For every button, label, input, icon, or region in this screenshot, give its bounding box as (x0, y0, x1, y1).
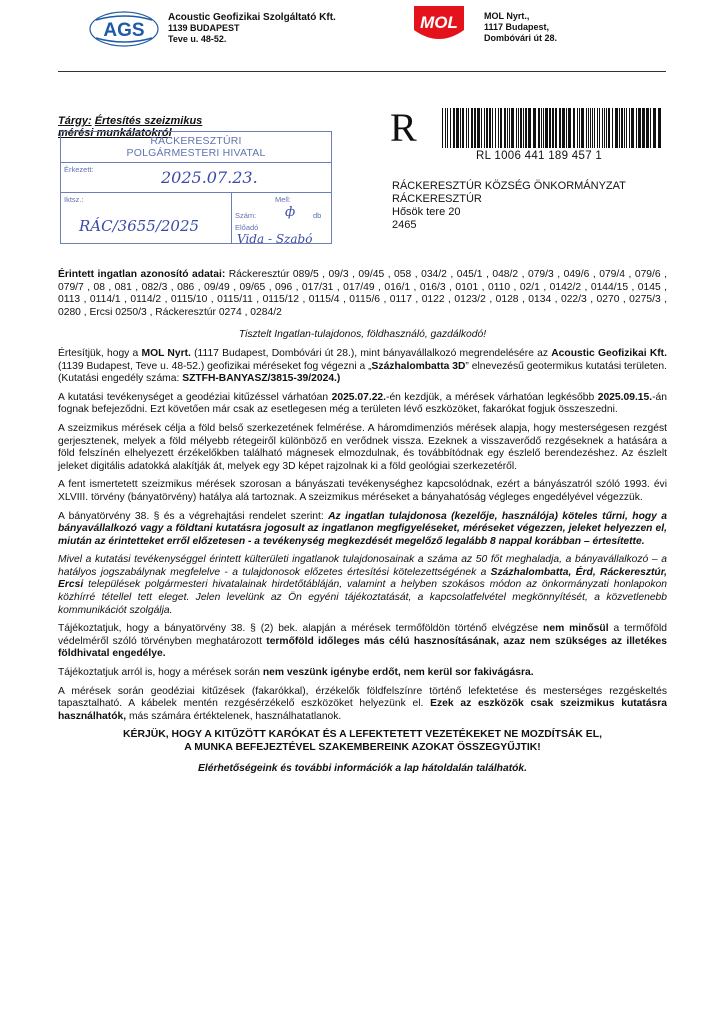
stamp-officer-name: Vida - Szabó (237, 232, 313, 246)
received-stamp (60, 131, 332, 244)
recipient-line4: 2465 (392, 219, 417, 231)
recipient-address (392, 180, 626, 232)
ags-logo-text: AGS (103, 20, 145, 41)
registered-number: RL 1006 441 189 457 1 (476, 150, 603, 162)
mol-street: Dombóvári út 28. (484, 33, 558, 43)
ags-name: Acoustic Geofizikai Szolgáltató Kft. (168, 12, 336, 23)
recipient-line1: RÁCKERESZTÚR KÖZSÉG ÖNKORMÁNYZAT (392, 180, 626, 192)
paragraph-purpose: A szeizmikus mérések célja a föld belső szerkezetének felmérése. A háromdimenziós mérések alapja, hogy mesterségesen rezgést gerjesztenek, melyek a föld mélyebb rétegeiről különböző en verődnek vissza. Ezeknek a visszaverődő rezgéseknek a hatására a föld felszínén elhelyezett érzékelőkben található mágnesek elmozdulnak, és továbbítódnak egy észlelő berendezéshez. Az észlelt jeleket digitális adatokká alakítják át, melyek egy 3D képet rajzolnak ki a föld geológiai szerkezetéről. (58, 422, 667, 472)
subject-label: Tárgy: (58, 115, 92, 127)
paragraph-devices: A mérések során geodéziai kitűzések (fakarókkal), érzékelők földfelszínre történő lefektetése és mesterséges rezgéskeltés tapasztalható. A kábelek mentén rezgésérzékelő eszközöket helyezünk el. Ezek az eszközök csak szeizmikus kutatásra használhatók, más számára értéktelenek, használhatatlanok. (58, 685, 668, 722)
stamp-count-label: Szám: (235, 211, 257, 220)
stamp-received-date: 2025.07.23. (161, 168, 258, 187)
ags-company-block (168, 12, 336, 45)
mol-company-block (484, 11, 557, 44)
stamp-file-number: RÁC/3655/2025 (79, 217, 200, 235)
letter-body (58, 269, 667, 775)
paragraph-obligation: A bányatörvény 38. § és a végrehajtási rendelet szerint: Az ingatlan tulajdonosa (kezelője, használója) köteles tűrni, hogy a bányavállalkozó vagy a földtani kutatásra jogosult az ingatlanon megfigyeléseket, méréseket végezzen, jeleket helyezzen el, miután az érintetteket erről előzetesen - a tevékenység megkezdését megelőző legalább 8 nappal korábban – értesítette. (58, 510, 667, 547)
paragraph-land: Tájékoztatjuk, hogy a bányatörvény 38. § (2) bek. alapján a mérések termőföldön történő elvégzése nem minősül a termőföld védelméről szóló törvényben meghatározott termőföld időleges más célú hasznosításának, azaz nem szükséges az illetékes földhivatal engedélye. (58, 623, 667, 660)
barcode (442, 108, 664, 148)
greeting: Tisztelt Ingatlan-tulajdonos, földhasználó, gazdálkodó! (238, 329, 487, 341)
paragraph-forest: Tájékoztatjuk arról is, hogy a mérések során nem veszünk igénybe erdőt, nem kerül sor fakivágásra. (58, 667, 534, 679)
stamp-count-mark: ф (285, 205, 296, 220)
ags-city: 1139 BUDAPEST (168, 23, 240, 33)
stamp-attach-label: Mell: (275, 195, 291, 204)
paragraph-notice: Mivel a kutatási tevékenységgel érintett külterületi ingatlanok tulajdonosainak a száma az 50 főt meghaladja, a bányavállalkozó – a hatályos jogszabálynak megfelelve - a tulajdonosok előzetes értesítési kötelezettségének a Százhalombatta, Érd, Ráckeresztúr, Ercsi települések polgármesteri hivatalainak hirdetőtábláján, valamint a helyben szokásos módon az önkormányzati honlapokon közhírré tétellel tett eleget. Jelen levelünk az Ön egyéni tájékoztatását, a kapcsolatfelvétel megkönnyítését, a közvetlenebb kommunikációt szolgálja. (58, 554, 667, 616)
paragraph-schedule: A kutatási tevékenységet a geodéziai kitűzéssel várhatóan 2025.07.22.-én kezdjük, a mérések várhatóan legkésőbb 2025.09.15.-án fognak befejeződni. Ezt követően már csak az esetlegesen még a területen lévő eszközöket, fakarókat fogjuk összeszedni. (58, 391, 668, 416)
mol-logo-text: MOL (420, 13, 458, 32)
request-line1: KÉRJÜK, HOGY A KITŰZÖTT KARÓKAT ÉS A LEFEKTETETT VEZETÉKEKET NE MOZDÍTSÁK EL, (123, 729, 602, 741)
stamp-count-value: db (313, 211, 322, 220)
mol-logo (410, 4, 468, 44)
mol-city: 1117 Budapest, (484, 22, 550, 32)
footer-note: Elérhetőségeink és további információk a lap hátoldalán találhatók. (197, 762, 528, 774)
header-divider (58, 71, 666, 72)
paragraph-law: A fent ismertetett szeizmikus mérések szorosan a bányászati tevékenységhez kapcsolódnak, ezért a bányászatról szóló 1993. évi XLVIII. törvény (bányatörvény) hatálya alá tartoznak. A szeizmikus méréseket a bányahatóság végleges engedélyével végezzük. (58, 479, 667, 503)
subject-line1: Értesítés szeizmikus (94, 115, 203, 127)
ags-logo (88, 10, 160, 48)
stamp-officer-label: Előadó (235, 223, 259, 232)
paragraph-intro: Értesítjük, hogy a MOL Nyrt. (1117 Budapest, Dombóvári út 28.), mint bányavállalkozó megrendelésére az Acoustic Geofizikai Kft. (1139 Budapest, Teve u. 48-52.) geofizikai méréseket fog végezni a „Százhalombatta 3D” elnevezésű geotermikus kutatási területen. (Kutatási engedély száma: SZTFH-BANYASZ/3815-39/2024.) (58, 347, 667, 385)
stamp-received-label: Érkezett: (64, 165, 94, 174)
recipient-line2: RÁCKERESZTÚR (392, 193, 482, 205)
subject-line2: mérési munkálatokról (58, 127, 172, 139)
recipient-line3: Hősök tere 20 (392, 206, 461, 218)
stamp-line1: RÁCKERESZTÚRI (150, 135, 242, 147)
stamp-file-label: Iktsz.: (64, 195, 84, 204)
registered-mark: R (390, 105, 417, 150)
property-ids: Érintett ingatlan azonosító adatai: Ráckeresztúr 089/5 , 09/3 , 09/45 , 058 , 034/2 , 045/1 , 048/2 , 079/3 , 049/6 , 079/4 , 079/6 , 079/7 , 08 , 081 , 082/3 , 086 , 09/49 , 09/65 , 096 , 017/31 , 017/49 , 016/1 , 016/3 , 0101 , 0110 , 02/1 , 0142/2 , 0144/15 , 0145 , 0113 , 0114/1 , 0114/2 , 0115/10 , 0115/11 , 0115/12 , 0115/4 , 0115/6 , 0117 , 0122 , 0123/2 , 0128 , 0134 , 022/3 , 0270 , 0275/3 , 0280 , Ercsi 0250/3 , Ráckeresztúr 0274 , 0284/2 (58, 269, 667, 318)
mol-name: MOL Nyrt., (484, 11, 530, 21)
ags-street: Teve u. 48-52. (168, 34, 227, 44)
request-line2: A MUNKA BEFEJEZTÉVEL SZAKEMBEREINK AZOKAT ÖSSZEGYŰJTIK! (184, 742, 541, 753)
stamp-line2: POLGÁRMESTERI HIVATAL (126, 147, 266, 159)
